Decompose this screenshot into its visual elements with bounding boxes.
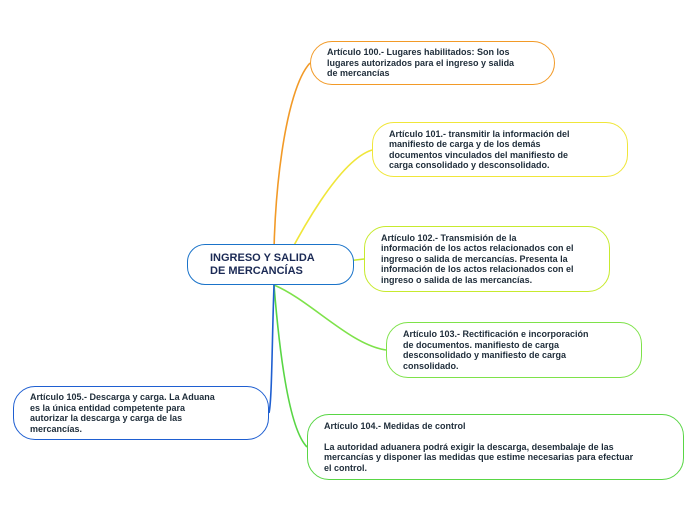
topic-text: Artículo 101.- transmitir la información del manifiesto de carga y de los demás documentos vinculados del manifiesto de carga consolidado y desconsolidado. <box>389 128 570 170</box>
topic-articulo-105[interactable] <box>13 386 269 440</box>
topic-articulo-100[interactable] <box>310 41 555 85</box>
topic-articulo-103[interactable] <box>386 322 642 378</box>
topic-text: Artículo 105.- Descarga y carga. La Aduana es la única entidad competente para autorizar la descarga y carga de las mercancías. <box>30 392 215 434</box>
central-topic-title: INGRESO Y SALIDA DE MERCANCÍAS <box>210 252 315 277</box>
connector-articulo-103 <box>274 285 386 350</box>
connector-articulo-104 <box>274 285 307 447</box>
topic-articulo-102[interactable] <box>364 226 610 292</box>
topic-text: Artículo 103.- Rectificación e incorporación de documentos. manifiesto de carga desconsolidado y manifiesto de carga consolidado. <box>403 329 589 371</box>
topic-articulo-104[interactable] <box>307 414 684 480</box>
topic-text: Artículo 102.- Transmisión de la información de los actos relacionados con el ingreso o salida de mercancías. Presenta la información de los actos relacionados con el ingreso o salida de las mercancías. <box>381 232 574 285</box>
topic-text: Artículo 100.- Lugares habilitados: Son los lugares autorizados para el ingreso y salida de mercancías <box>327 47 515 79</box>
topic-articulo-101[interactable] <box>372 122 628 177</box>
topic-text: Artículo 104.- Medidas de control La autoridad aduanera podrá exigir la descarga, desembalaje de las mercancías y disponer las medidas que estime necesarias para efectuar el control. <box>324 420 634 473</box>
central-topic[interactable] <box>187 244 354 285</box>
connector-articulo-105 <box>269 285 274 413</box>
